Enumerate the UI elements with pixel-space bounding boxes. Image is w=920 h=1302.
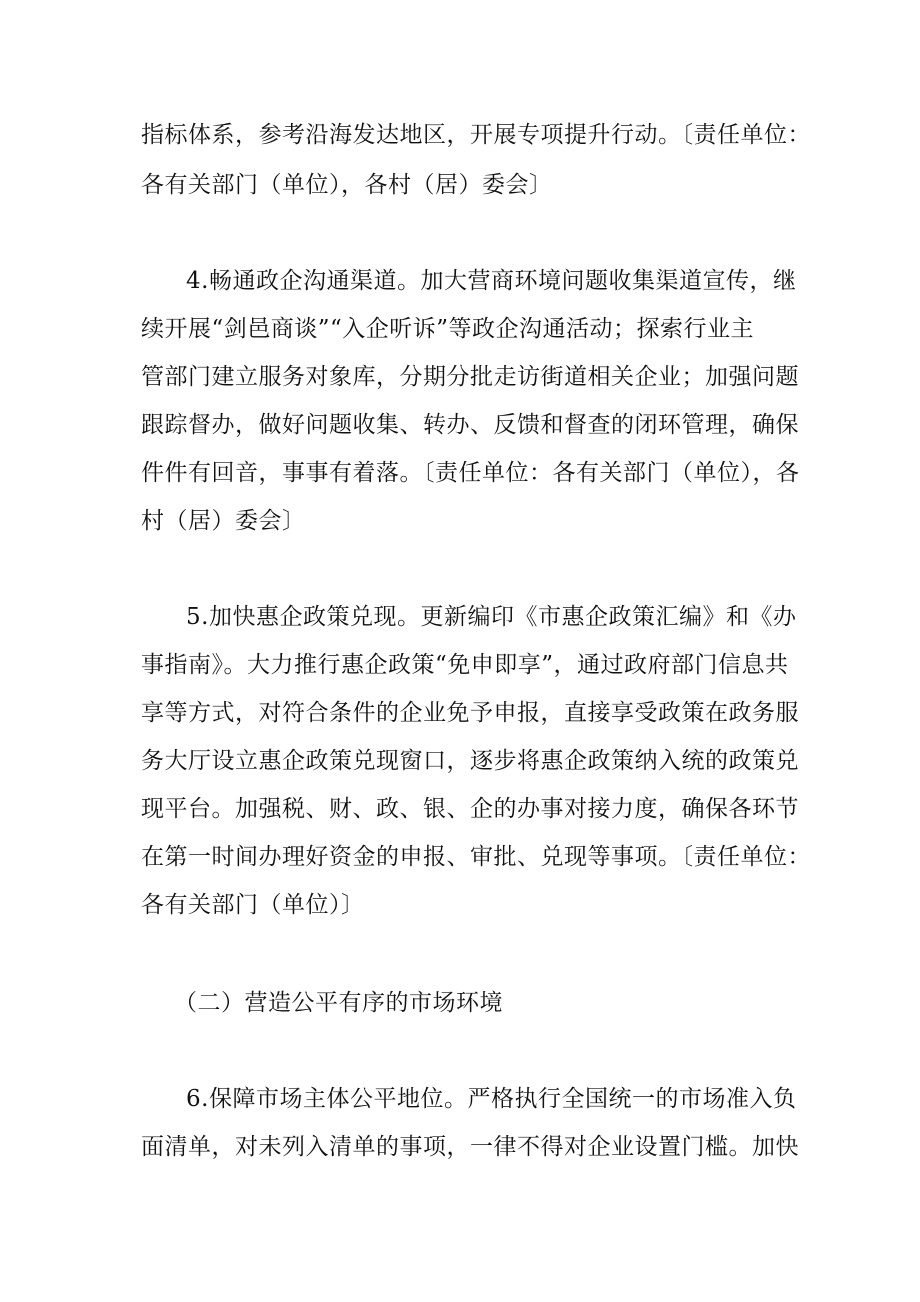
text-line: 各有关部门（单位）〕 (141, 892, 365, 918)
text-line: 4.畅通政企沟通渠道。加大营商环境问题收集渠道宣传，继 (186, 268, 797, 294)
text-line: 5.加快惠企政策兑现。更新编印《市惠企政策汇编》和《办 (186, 604, 797, 630)
text-line: 件件有回音，事事有着落。〔责任单位：各有关部门（单位），各 (141, 460, 800, 486)
text-line: 享等方式，对符合条件的企业免予申报，直接享受政策在政务服 (141, 700, 799, 726)
text-line: 跟踪督办，做好问题收集、转办、反馈和督查的闭环管理，确保 (141, 412, 799, 438)
text-line: 务大厅设立惠企政策兑现窗口，逐步将惠企政策纳入统的政策兑 (141, 748, 799, 774)
text-line: 面清单，对未列入清单的事项，一律不得对企业设置门槛。加快 (141, 1134, 799, 1160)
text-line: 管部门建立服务对象库，分期分批走访街道相关企业；加强问题 (141, 364, 799, 390)
section-heading: （二）营造公平有序的市场环境 (174, 990, 503, 1016)
text-line: 村（居）委会〕 (141, 508, 306, 534)
text-line: 各有关部门（单位），各村（居）委会〕 (141, 172, 553, 198)
text-line: 在第一时间办理好资金的申报、审批、兑现等事项。〔责任单位： (141, 844, 811, 870)
text-line: 事指南》。大力推行惠企政策“免申即享”，通过政府部门信息共 (141, 652, 789, 678)
text-line: 现平台。加强税、财、政、银、企的办事对接力度，确保各环节 (141, 796, 799, 822)
text-line: 6.保障市场主体公平地位。严格执行全国统一的市场准入负 (186, 1086, 797, 1112)
text-line: 续开展“剑邑商谈”“入企听诉”等政企沟通活动；探索行业主 (141, 316, 755, 342)
text-line: 指标体系，参考沿海发达地区，开展专项提升行动。〔责任单位： (141, 122, 811, 148)
